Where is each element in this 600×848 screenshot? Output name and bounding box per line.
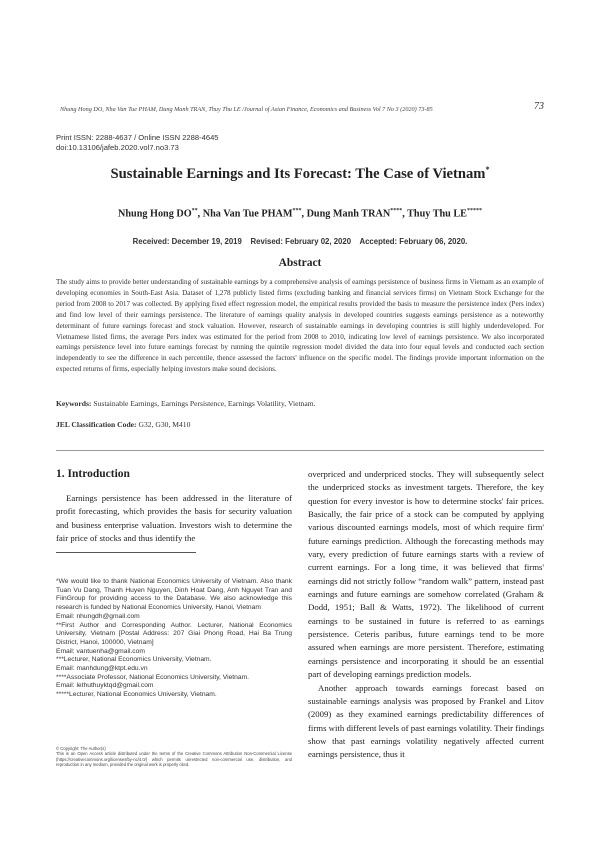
intro-paragraph: Earnings persistence has been addressed in the literature of profit forecasting, which provides the basis for security valuation and business enterprise valuation. Investors wish to determine the fair price of stocks and thus identify the: [56, 493, 292, 544]
footnote: **First Author and Corresponding Author. Lecturer, National Economics University, Vietnam [Postal Address: 207 Giai Phong Road, Hai Ba Trung District, Hanoi, 100000, Vietnam]: [56, 621, 292, 646]
author-list: Nhung Hong DO**, Nha Van Tue PHAM***, Dung Manh TRAN****, Thuy Thu LE*****: [118, 208, 482, 220]
footnote: Email: manhdung@ktpt.edu.vn: [56, 665, 148, 673]
copyright-line: © Copyright: The Author(s): [56, 746, 106, 751]
copyright-notice: [56, 746, 292, 768]
issn-line: Print ISSN: 2288-4637 / Online ISSN 2288-4645: [56, 133, 219, 142]
running-head: Nhung Hong DO, Nha Van Tue PHAM, Dung Manh TRAN, Thuy Thu LE /Journal of Asian Finance, Economics and Business Vol 7 No 3 (2020) 73-85: [60, 106, 433, 113]
jel-text: G32, G30, M410: [138, 420, 191, 429]
author-mark: ****: [390, 208, 403, 214]
issn-block: [56, 133, 219, 152]
author-name: Nhung Hong DO: [118, 208, 192, 220]
paper-title-text: Sustainable Earnings and Its Forecast: The Case of Vietnam: [110, 165, 486, 182]
abstract-text: The study aims to provide better understanding of sustainable earnings by a comprehensive analysis of earnings persistence of business firms in Vietnam as an example of developing economies in South-East Asia. Dataset of 1,278 publicly listed firms (excluding banking and financial services firms) on Vietnam Stock Exchange for the period from 2008 to 2017 was collected. By applying fixed effect regression model, the empirical results provided the basis to measure the persistence index (Pers index) and find low level of their earnings persistence. The literature of earnings quality analysis in developed countries suggests earnings persistence as a noteworthy determinant of future earnings forecast and stock valuation. However, research of sustainable earnings in developing countries is still highly underdeveloped. For Vietnamese listed firms, the average Pers index was estimated for the period from 2008 to 2010, indicating low level of earnings persistence. We also incorporated earnings persistence level into future earnings forecast by running the quintile regression model divided the data into four equal levels and conducted each section independently to see the difference in each percentile, thence assessed the factors' influence on the specific model. The findings provide important information on the expected returns of firms, especially helping investors make sound decisions.: [56, 278, 544, 374]
author-name: Nha Van Tue PHAM: [202, 208, 293, 220]
section-title: 1. Introduction: [56, 468, 130, 480]
footnote: ****Associate Professor, National Economics University, Vietnam.: [56, 673, 250, 681]
left-column: [56, 468, 292, 545]
license-text: This is an Open Access article distributed under the terms of the Creative Commons Attribution Non-Commercial License (https://creativecommons.org/licenses/by-nc/4.0/) which permits unrestricted non-commercial use, distribution, and reproduction in any medium, provided the original work is properly cited.: [56, 751, 292, 768]
submission-dates: Received: December 19, 2019 Revised: February 02, 2020 Accepted: February 06, 2020.: [132, 237, 468, 246]
intro-paragraph: overpriced and underpriced stocks. They will subsequently select the underpriced stocks as investment targets. Therefore, the key question for every investor is how to determine stocks' fair prices. Basically, the fair price of a stock can be computed by applying various discounted earnings models, most of which require firm' future earnings prediction. Although the forecasting methods may vary, every prediction of future earnings starts with a review of current earnings. For a long time, it was believed that firms' earnings did not strictly follow “random walk” pattern, instead past earnings and future earnings are somehow correlated (Graham & Dodd, 1951; Ball & Watts, 1972). The likelihood of current earnings to be sustained in future is referred to as earnings persistence. Ceteris paribus, future earnings tend to be more assured when earnings are more persistent. Therefore, estimating earnings persistence and incorporating it should be an essential part of developing earnings prediction models.: [308, 469, 544, 680]
footnote: Email: nhungdh@gmail.com: [56, 612, 140, 620]
author-mark: ***: [292, 208, 302, 214]
keywords-label: Keywords:: [56, 399, 92, 408]
footnote: ***Lecturer, National Economics University, Vietnam.: [56, 656, 212, 664]
author-name: Thuy Thu LE: [407, 208, 467, 220]
footnote: *****Lecturer, National Economics University, Vietnam.: [56, 691, 217, 699]
right-column: [308, 468, 544, 762]
author-mark: *****: [466, 208, 482, 214]
footnote: Email: lethuthuyktqd@gmail.com: [56, 682, 154, 690]
intro-paragraph: Another approach towards earnings forecast based on sustainable earnings analysis was proposed by Frankel and Litov (2009) as they examined earnings predictability differences of firms with different levels of past earnings volatility. Their findings show that past earnings volatility negatively affected current earnings persistence, thus it: [308, 682, 544, 760]
paper-title: [56, 165, 544, 183]
footnote-divider: [56, 552, 196, 553]
page-number: 73: [534, 101, 544, 112]
doi-line: doi:10.13106/jafeb.2020.vol7.no3.73: [56, 142, 179, 152]
footnote: *We would like to thank National Economics University of Vietnam. Also thank Tuan Vu Dang, Thanh Huyen Nguyen, Dinh Hoat Dang, Anh Nguyet Tran and FiinGroup for providing access to the Database. We also acknowledge this research is funded by National Economics University, Hanoi, Vietnam: [56, 578, 292, 612]
footnotes: [56, 578, 292, 700]
jel-label: JEL Classification Code:: [56, 420, 137, 429]
title-footnote-mark: *: [485, 165, 490, 174]
keywords: [56, 399, 544, 408]
section-divider: [56, 450, 544, 451]
abstract-heading: Abstract: [278, 257, 322, 269]
author-name: Dung Manh TRAN: [306, 208, 391, 220]
footnote: Email: vantuenha@gmail.com: [56, 647, 145, 655]
keywords-text: Sustainable Earnings, Earnings Persistence, Earnings Volatility, Vietnam.: [93, 399, 316, 408]
jel-code: [56, 420, 544, 429]
author-mark: **: [191, 208, 198, 214]
